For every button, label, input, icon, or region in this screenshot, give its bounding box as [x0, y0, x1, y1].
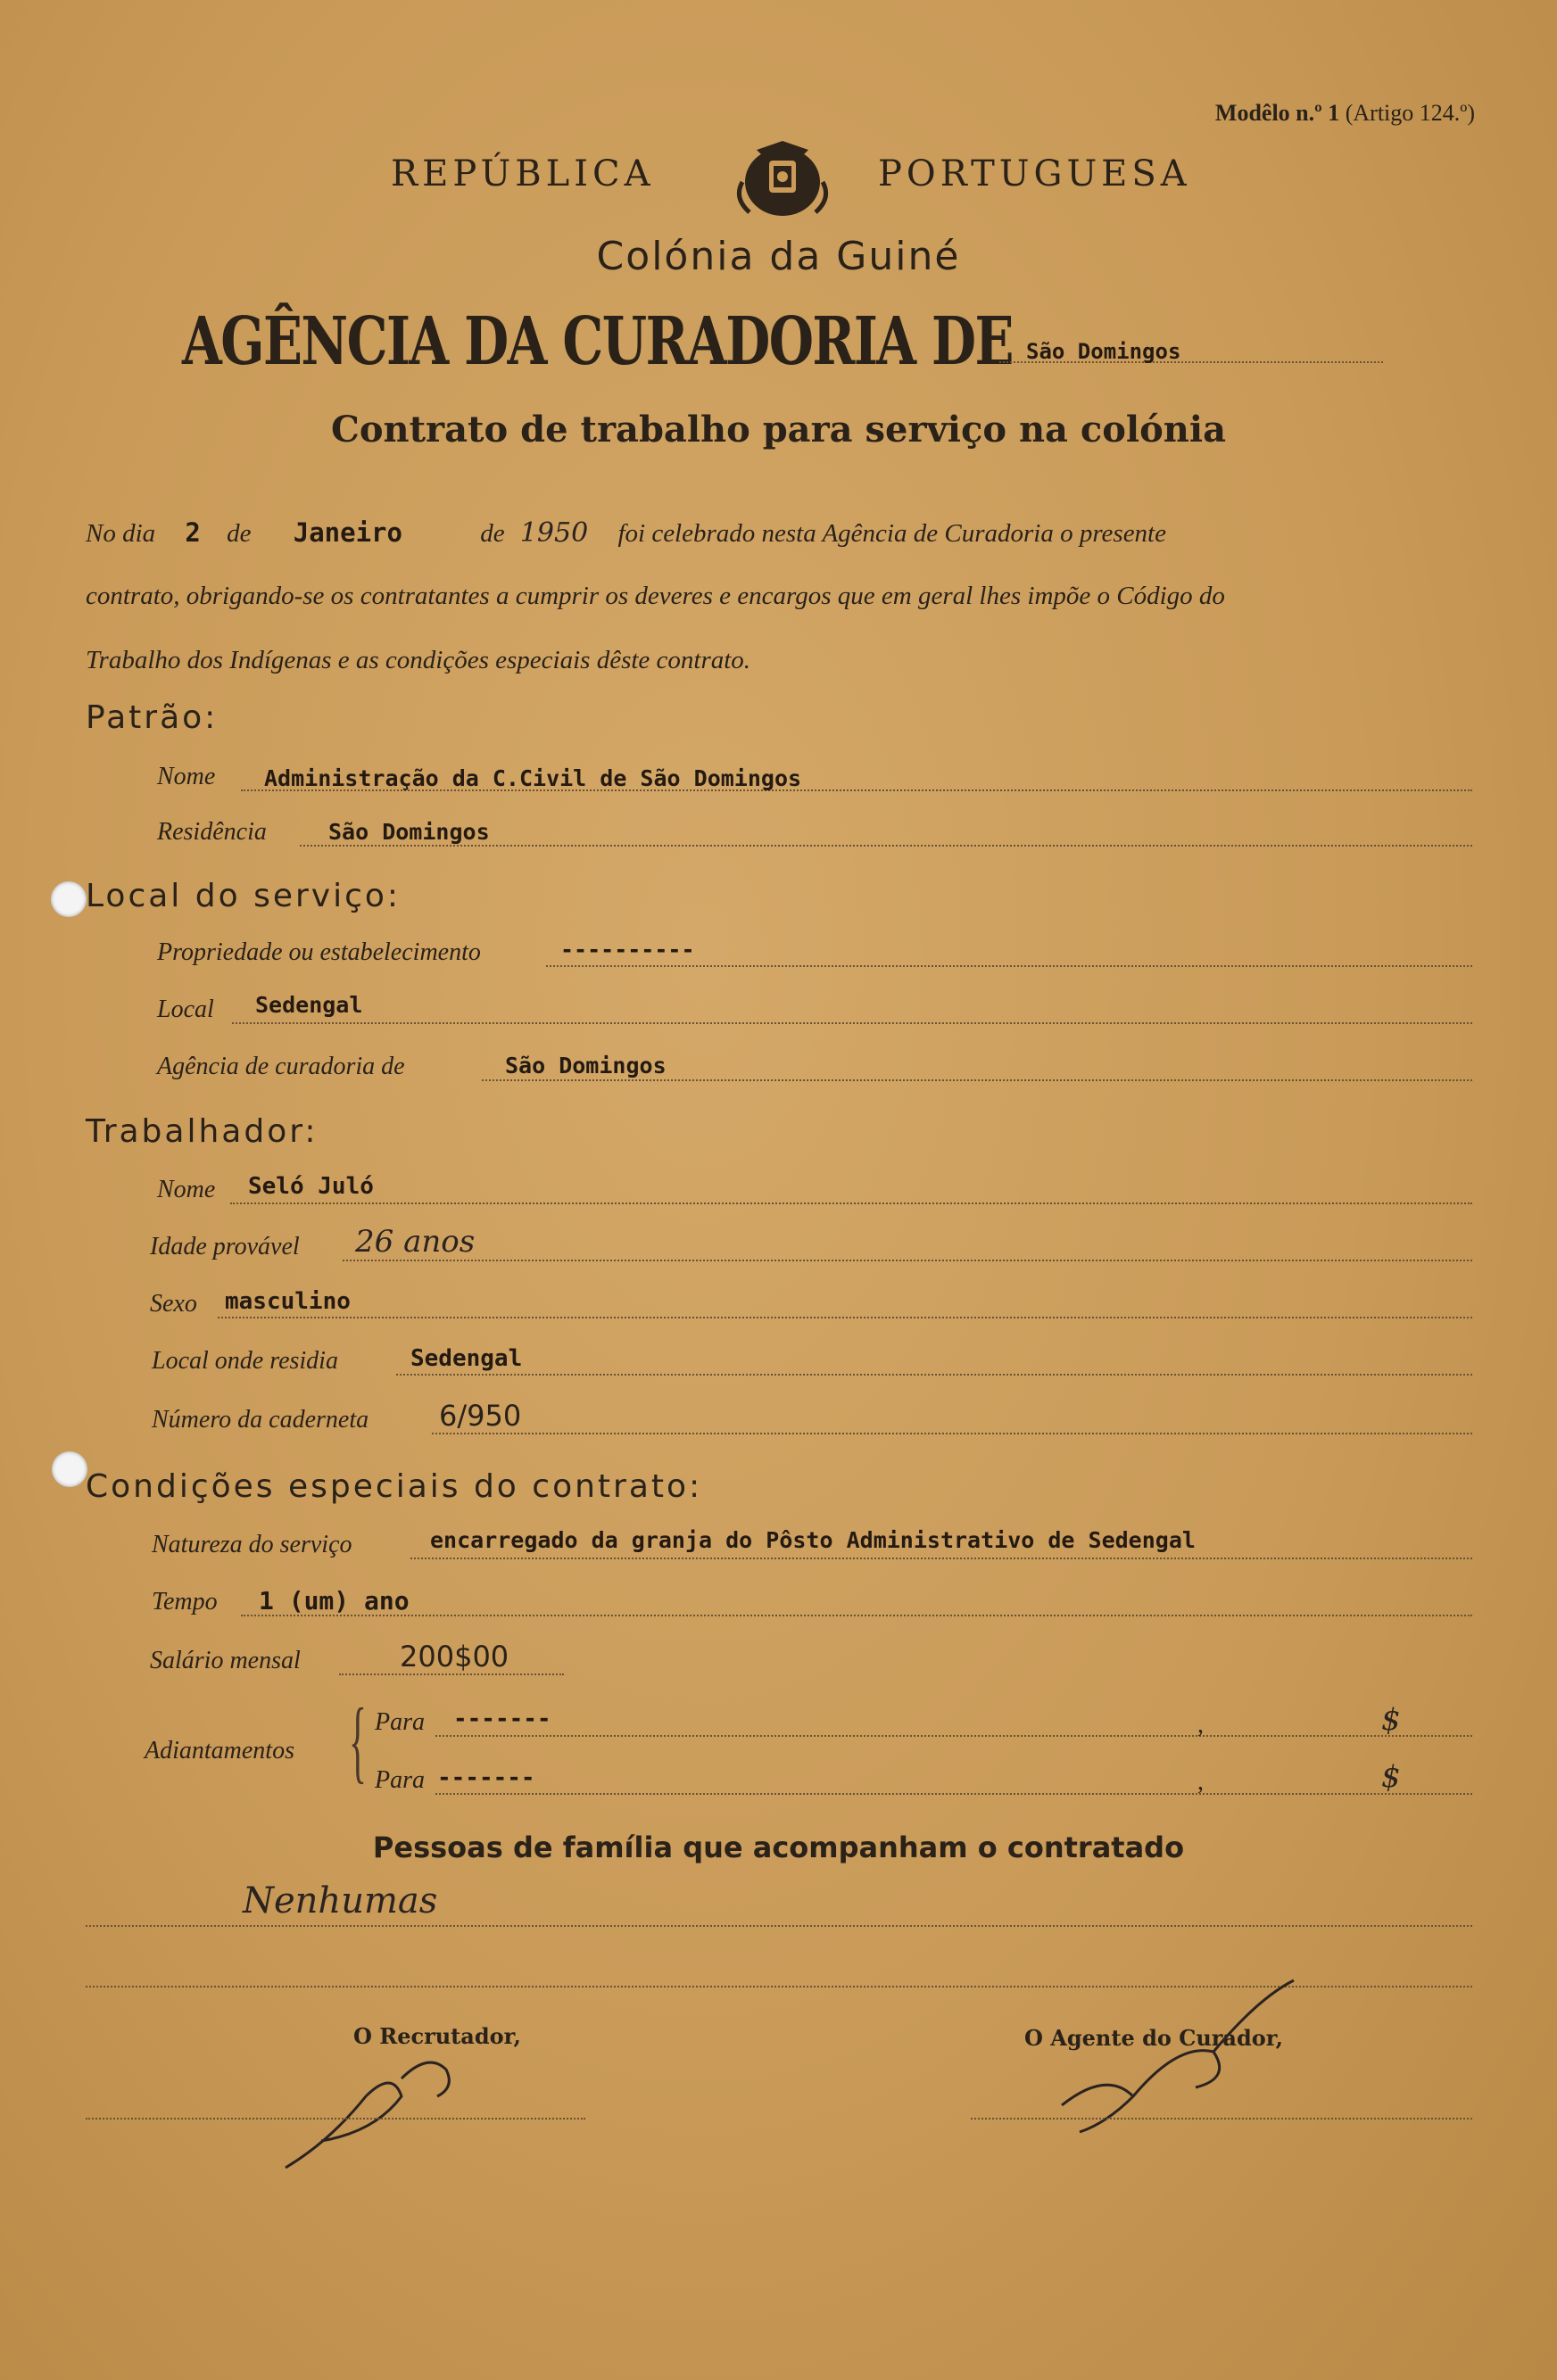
familia-title: Pessoas de família que acompanham o contratado	[372, 1830, 1185, 1864]
trabalhador-title: Trabalhador:	[86, 1113, 319, 1150]
caderneta-value: 6/950	[439, 1399, 522, 1433]
para1-comma: ,	[1197, 1711, 1204, 1739]
tempo-value: 1 (um) ano	[259, 1586, 410, 1616]
contract-subtitle: Contrato de trabalho para serviço na colónia	[330, 409, 1226, 450]
agencia-value: São Domingos	[1026, 339, 1181, 364]
model-number	[1215, 100, 1475, 127]
agencia-title: AGÊNCIA DA CURADORIA DE	[182, 303, 1013, 380]
intro-de-1: de	[227, 519, 252, 548]
agente-label: O Agente do Curador,	[1024, 2025, 1284, 2051]
intro-year: 1950	[519, 517, 589, 549]
local-servico-title: Local do serviço:	[86, 878, 402, 914]
para2-dollar: $	[1381, 1759, 1401, 1795]
intro-line-2: contrato, obrigando-se os contratantes a cumprir os deveres e encargos que em geral lhes impõe o Código do	[86, 582, 1225, 610]
caderneta-line	[432, 1433, 1472, 1434]
agente-signature	[1053, 1971, 1321, 2150]
agencia-curadoria-label: Agência de curadoria de	[157, 1053, 405, 1080]
patrao-title: Patrão:	[86, 699, 219, 736]
portuguesa-label: PORTUGUESA	[878, 153, 1191, 194]
salario-label: Salário mensal	[150, 1647, 301, 1674]
republica-label: REPÚBLICA	[391, 153, 655, 194]
article-label: (Artigo 124.º)	[1345, 100, 1475, 126]
propriedade-line	[546, 965, 1472, 967]
natureza-label: Natureza do serviço	[152, 1531, 352, 1558]
intro-line-1	[86, 517, 1478, 549]
condicoes-title: Condições especiais do contrato:	[86, 1468, 703, 1505]
agencia-curadoria-line	[482, 1079, 1472, 1081]
para1-dollar: $	[1381, 1702, 1401, 1738]
familia-value: Nenhumas	[243, 1880, 438, 1921]
idade-value: 26 anos	[355, 1224, 476, 1260]
model-label: Modêlo n.º 1	[1214, 100, 1340, 126]
propriedade-label: Propriedade ou estabelecimento	[157, 938, 481, 966]
local-label: Local	[157, 996, 214, 1023]
trabalhador-nome-value: Seló Juló	[248, 1173, 374, 1200]
residia-value: Sedengal	[410, 1345, 523, 1372]
salario-line	[339, 1673, 564, 1675]
caderneta-label: Número da caderneta	[152, 1406, 369, 1434]
adiantamentos-label: Adiantamentos	[145, 1737, 294, 1764]
patrao-nome-value: Administração da C.Civil de São Domingos	[264, 765, 802, 791]
tempo-line	[241, 1615, 1472, 1616]
propriedade-value: ----------	[560, 937, 695, 963]
para2-comma: ,	[1197, 1768, 1204, 1796]
natureza-line	[410, 1558, 1472, 1559]
sexo-label: Sexo	[150, 1290, 197, 1318]
para1-value: -------	[453, 1706, 551, 1732]
intro-month: Janeiro	[293, 517, 402, 548]
patrao-residencia-label: Residência	[157, 818, 267, 846]
para2-line	[435, 1793, 1472, 1795]
residia-label: Local onde residia	[152, 1347, 338, 1375]
local-value: Sedengal	[255, 992, 363, 1018]
colonia-title: Colónia da Guiné	[596, 234, 961, 279]
tempo-label: Tempo	[152, 1588, 218, 1616]
idade-line	[343, 1260, 1472, 1261]
recrutador-signature	[268, 2034, 473, 2177]
agencia-curadoria-value: São Domingos	[505, 1053, 667, 1078]
patrao-nome-label: Nome	[157, 763, 216, 790]
coat-of-arms-icon	[730, 136, 835, 221]
sexo-line	[218, 1317, 1472, 1318]
recrutador-line	[86, 2118, 585, 2120]
patrao-residencia-line	[300, 845, 1472, 847]
recrutador-label: O Recrutador,	[353, 2023, 521, 2049]
intro-line-3: Trabalho dos Indígenas e as condições especiais dêste contrato.	[86, 646, 751, 674]
punch-hole-bottom	[52, 1451, 87, 1487]
para2-label: Para	[375, 1766, 425, 1794]
para1-line	[435, 1735, 1472, 1737]
adiantamentos-brace: {	[348, 1690, 367, 1792]
trabalhador-nome-label: Nome	[157, 1176, 216, 1203]
patrao-residencia-value: São Domingos	[328, 819, 490, 845]
para2-value: -------	[437, 1764, 535, 1791]
idade-label: Idade provável	[150, 1233, 300, 1260]
intro-day: 2	[185, 517, 201, 548]
salario-value: 200$00	[400, 1640, 509, 1673]
intro-rest: foi celebrado nesta Agência de Curadoria o presente	[617, 519, 1166, 548]
intro-no-dia: No dia	[86, 519, 156, 548]
local-line	[232, 1022, 1472, 1024]
natureza-value: encarregado da granja do Pôsto Administrativo de Sedengal	[430, 1527, 1196, 1553]
familia-line-1	[86, 1925, 1472, 1927]
para1-label: Para	[375, 1708, 425, 1736]
sexo-value: masculino	[225, 1288, 351, 1315]
agente-line	[971, 2118, 1472, 2120]
intro-de-2: de	[480, 519, 505, 548]
residia-line	[396, 1374, 1472, 1376]
trabalhador-nome-line	[230, 1202, 1472, 1204]
punch-hole-top	[51, 881, 87, 917]
